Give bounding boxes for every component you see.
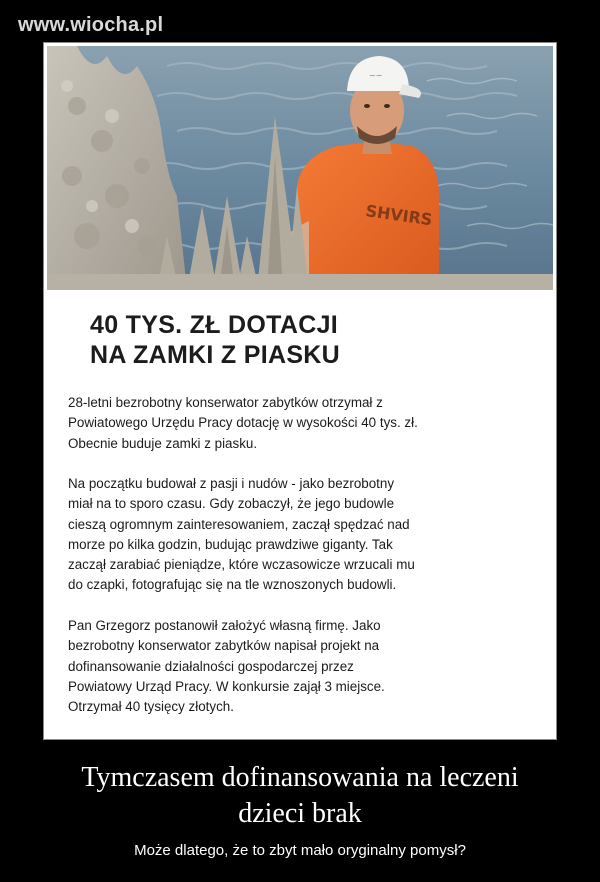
- paragraph-line: morze po kilka godzin, budując prawdziwe giganty. Tak: [68, 536, 393, 552]
- headline: [90, 310, 340, 370]
- paragraph-line: Na początku budował z pasji i nudów - jako bezrobotny: [68, 476, 395, 491]
- paragraph-line: Pan Grzegorz postanowił założyć własną firmę. Jako: [68, 618, 381, 633]
- sand-castle-photo: [47, 46, 553, 290]
- svg-text:SHVIRS: SHVIRS: [364, 201, 434, 230]
- paragraph-outcome: [68, 616, 538, 717]
- text-panel: [44, 290, 556, 739]
- paragraph-line: Powiatowy Urząd Pracy. W konkursie zajął 3 miejsce.: [68, 678, 385, 694]
- paragraph-line: dofinansowanie działalności gospodarczej przez: [68, 658, 354, 674]
- paragraph-line: Otrzymał 40 tysięcy złotych.: [68, 699, 234, 715]
- paragraph-line: bezrobotny konserwator zabytków napisał projekt na: [68, 638, 380, 654]
- demotivator-subcaption: Może dlatego, że to zbyt mało oryginalny pomysł?: [134, 842, 466, 859]
- paragraph-line: Powiatowego Urzędu Pracy dotację w wysokości 40 tys. zł.: [68, 415, 418, 431]
- headline-line-1: 40 TYS. ZŁ DOTACJI: [90, 311, 339, 339]
- paragraph-intro: [68, 393, 538, 454]
- paragraph-line: cieszą ogromnym zainteresowaniem, zaczął spędzać nad: [68, 516, 410, 532]
- paragraph-line: zaczął zarabiać pieniądze, które wczasowicze wrzucali mu: [68, 557, 415, 573]
- paragraph-line: miał na to sporo czasu. Gdy zobaczył, że jego budowle: [68, 496, 395, 512]
- paragraph-line: Obecnie buduje zamki z piasku.: [68, 435, 258, 451]
- demotivator-frame: [43, 42, 557, 740]
- paragraph-line: do czapki, fotografując się na tle wznoszonych budowli.: [68, 577, 397, 593]
- svg-text:~~: ~~: [369, 71, 383, 80]
- site-watermark: www.wiocha.pl: [18, 14, 164, 36]
- caption-line-1: Tymczasem dofinansowania na leczeni: [81, 762, 519, 793]
- demotivator-caption: [0, 760, 600, 832]
- headline-line-2: NA ZAMKI Z PIASKU: [90, 341, 340, 369]
- paragraph-line: 28-letni bezrobotny konserwator zabytków otrzymał z: [68, 395, 383, 410]
- caption-line-2: dzieci brak: [238, 798, 362, 829]
- paragraph-story: [68, 474, 538, 596]
